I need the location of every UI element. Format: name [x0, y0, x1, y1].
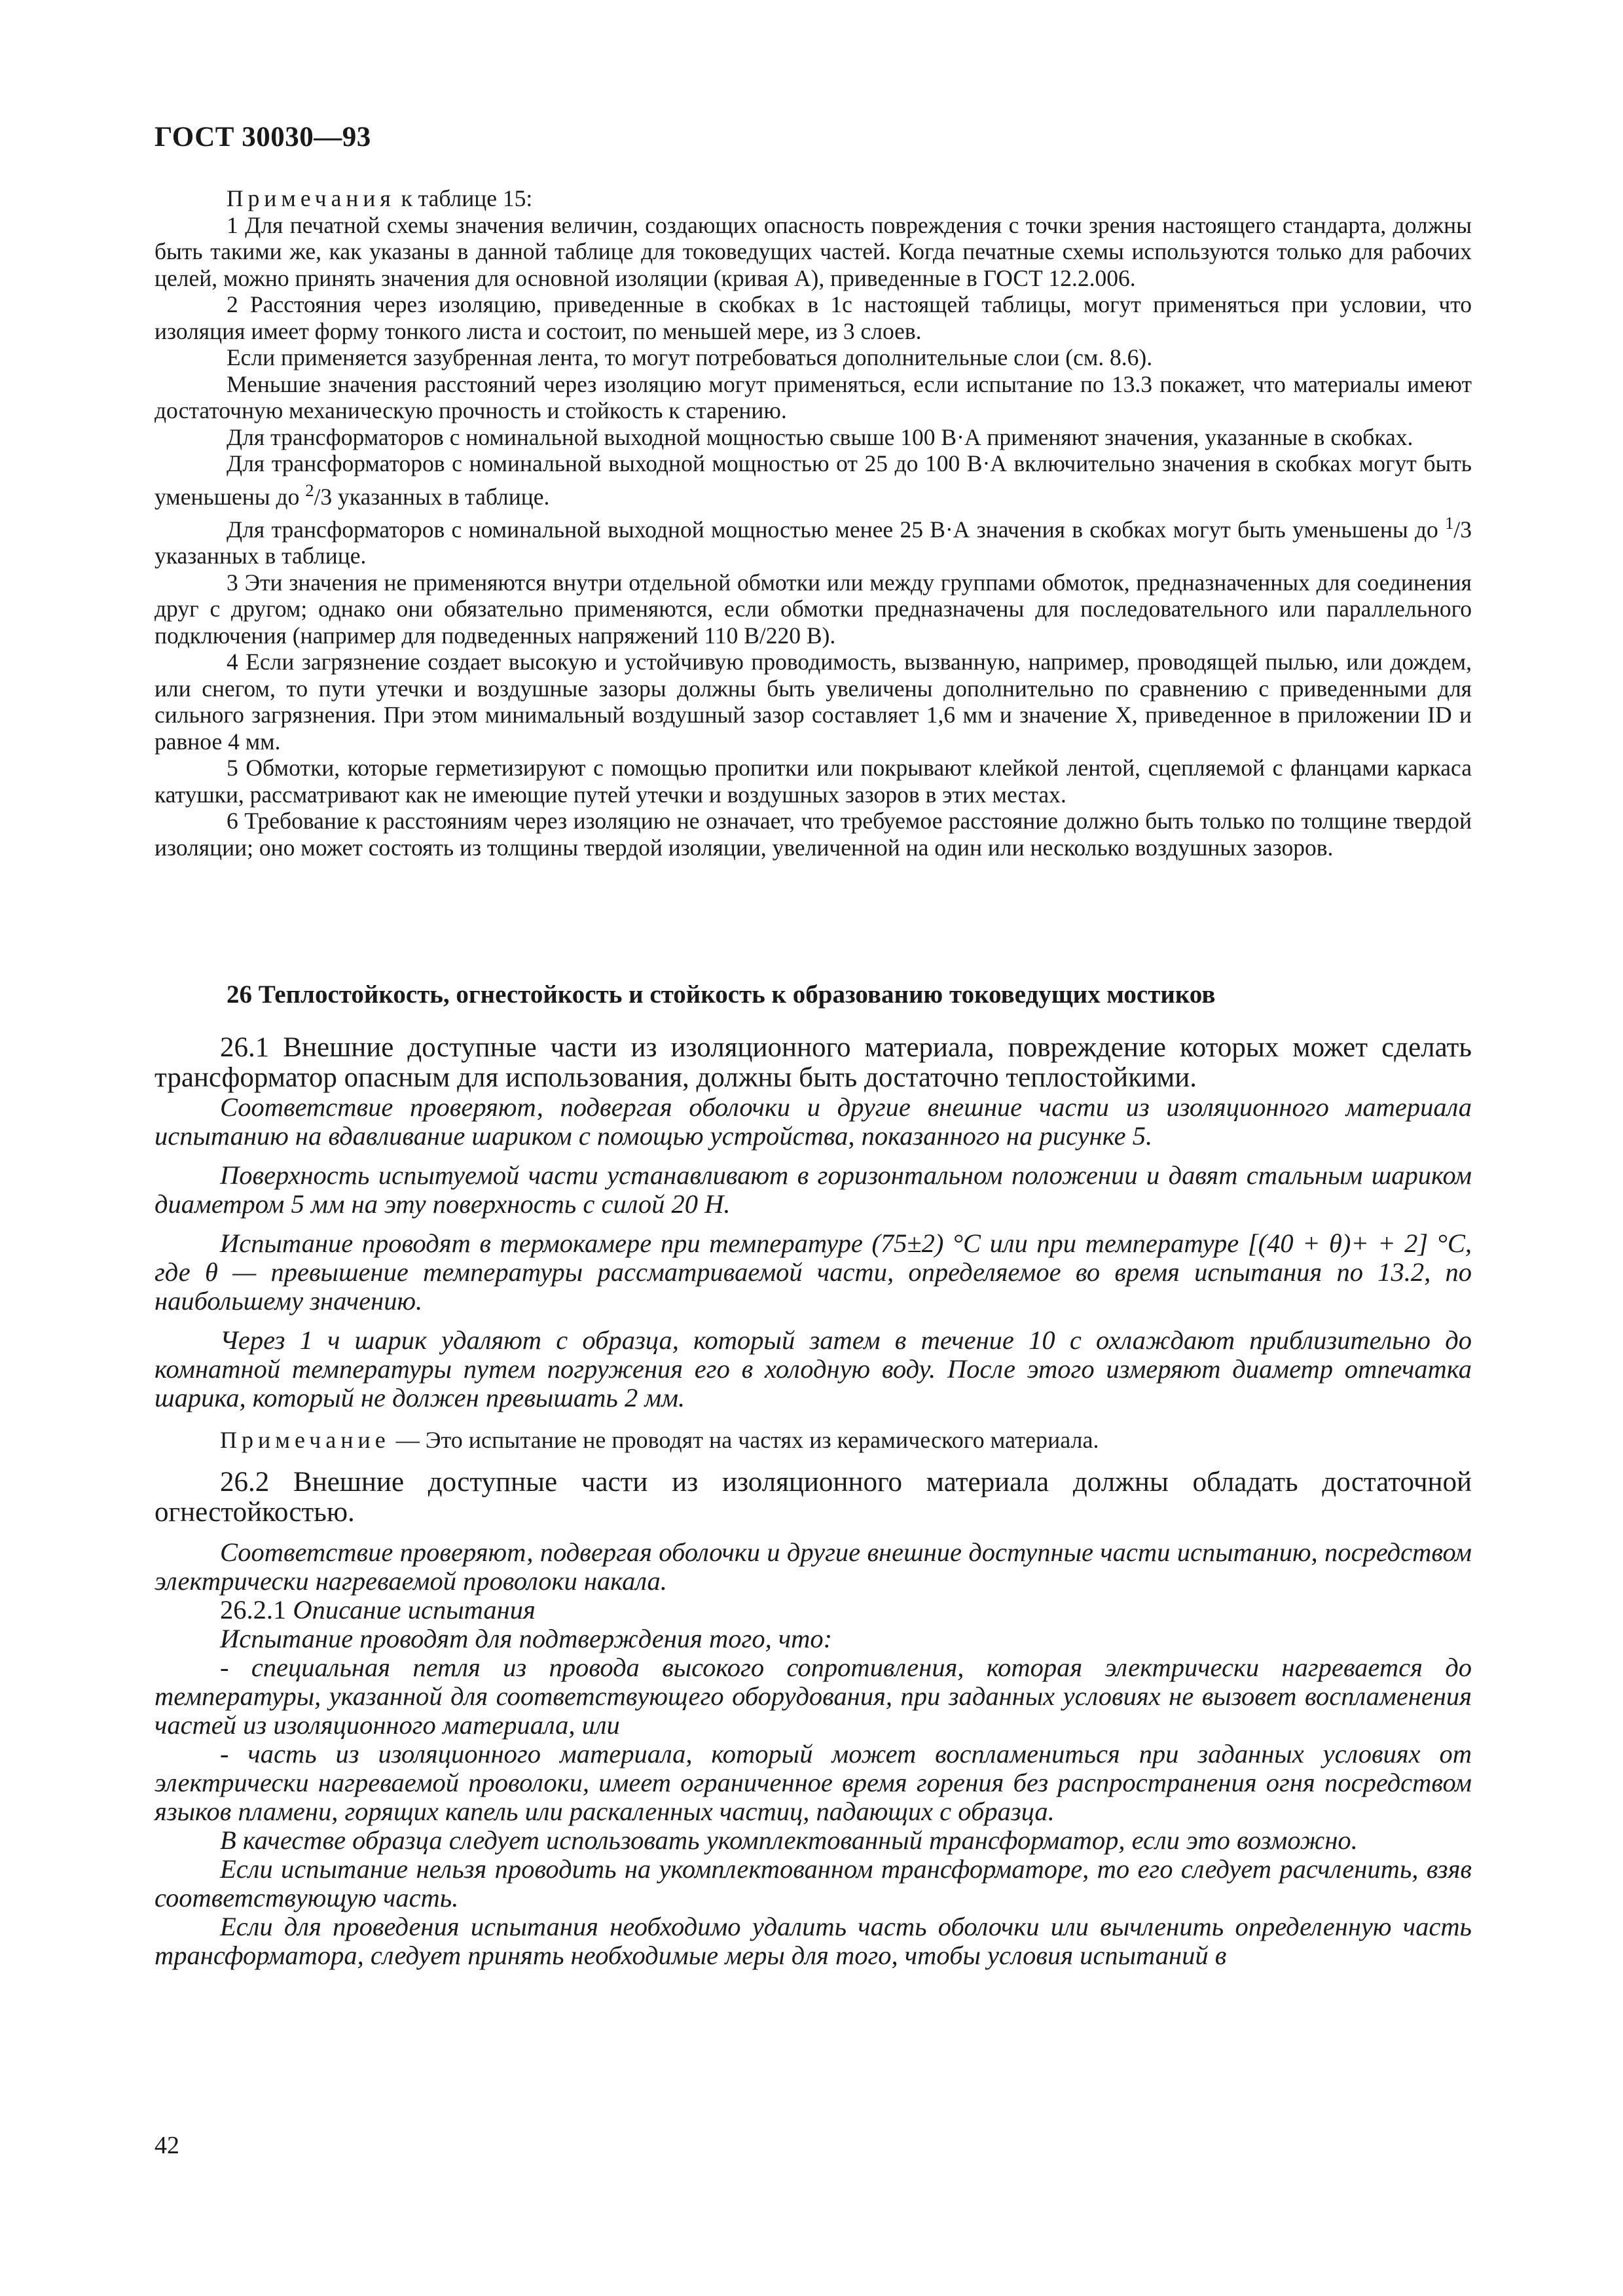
clause-26-2-compliance: Соответствие проверяют, подвергая оболочки и другие внешние доступные части испытанию, посредством электрически нагреваемой проволоки накала. — [155, 1537, 1472, 1596]
clause-26-2-1-sample: В качестве образца следует использовать укомплектованный трансформатор, если это возможно. — [220, 1825, 1358, 1855]
clause-26-2-1-enclosure: Если для проведения испытания необходимо удалить часть оболочки или вычленить определенную часть трансформатора, следует принять необходимые меры для того, чтобы условия испытаний в — [155, 1912, 1472, 1970]
clause-26-2-1-purpose: Испытание проводят для подтверждения того, что: — [220, 1624, 833, 1653]
note-2-25-100va: Для трансформаторов с номинальной выходной мощностью от 25 до 100 В·А включительно значения в скобках могут быть уменьшены до $^2$/3 указанных в таблице. — [155, 450, 1472, 510]
clause-26-1-temperature: Испытание проводят в термокамере при температуре (75±2) °С или при температуре [(40 + θ)+ + 2] °С, где θ — превышение температуры рассматриваемой части, определяемое во время испытания по 13.2, по наибольшему значению. — [155, 1229, 1472, 1316]
section-26-title: 26 Теплостойкость, огнестойкость и стойкость к образованию токоведущих мостиков — [227, 980, 1216, 1009]
note-1: 1 Для печатной схемы значения величин, создающих опасность повреждения с точки зрения настоящего стандарта, должны быть такими же, как указаны в данной таблице для токоведущих частей. Когда печатные схемы используются только для рабочих целей, можно принять значения для основной изоляции (кривая А), приведенные в ГОСТ 12.2.006. — [155, 211, 1472, 291]
notes-title: Примечания к таблице 15: — [227, 185, 533, 211]
note-6: 6 Требование к расстояниям через изоляцию не означает, что требуемое расстояние должно быть только по толщине твердой изоляции; оно может состоять из толщины твердой изоляции, увеличенной на один или несколько воздушных зазоров. — [155, 808, 1472, 861]
page-number: 42 — [155, 2132, 179, 2159]
note-2-serrated-tape: Если применяется зазубренная лента, то могут потребоваться дополнительные слои (см. 8.6). — [227, 344, 1153, 370]
note-2-over-100va: Для трансформаторов с номинальной выходной мощностью свыше 100 В·А применяют значения, указанные в скобках. — [227, 423, 1413, 450]
clause-26-1-compliance: Соответствие проверяют, подвергая оболочки и другие внешние части из изоляционного материала испытанию на вдавливание шариком с помощью устройства, показанного на рисунке 5. — [155, 1092, 1472, 1151]
note-2-smaller-distances: Меньшие значения расстояний через изоляцию могут применяться, если испытание по 13.3 покажет, что материалы имеют достаточную механическую прочность и стойкость к старению. — [155, 370, 1472, 423]
table-notes — [155, 185, 1472, 861]
clause-26-1-note: Примечание — Это испытание не проводят на частях из керамического материала. — [220, 1427, 1099, 1453]
clause-26-1-ball-pressure: Поверхность испытуемой части устанавливают в горизонтальном положении и давят стальным шариком диаметром 5 мм на эту поверхность с силой 20 Н. — [155, 1160, 1472, 1219]
clause-26-2: 26.2 Внешние доступные части из изоляционного материала должны обладать достаточной огнестойкостью. — [155, 1467, 1472, 1528]
clause-26-2-1-item-2: - часть из изоляционного материала, который может воспламениться при заданных условиях от электрически нагреваемой проволоки, имеет ограниченное время горения без распространения огня посредством языков пламени, горящих капель или раскаленных частиц, падающих с образца. — [155, 1739, 1472, 1826]
note-4: 4 Если загрязнение создает высокую и устойчивую проводимость, вызванную, например, проводящей пылью, или дождем, или снегом, то пути утечки и воздушные зазоры должны быть увеличены дополнительно по сравнению с приведенными для сильного загрязнения. При этом минимальный воздушный зазор составляет 1,6 мм и значение X, приведенное в приложении ID и равное 4 мм. — [155, 649, 1472, 755]
note-2: 2 Расстояния через изоляцию, приведенные в скобках в 1с настоящей таблицы, могут применяться при условии, что изоляция имеет форму тонкого листа и состоит, по меньшей мере, из 3 слоев. — [155, 291, 1472, 344]
clause-26-1-measurement: Через 1 ч шарик удаляют с образца, который затем в течение 10 с охлаждают приблизительно до комнатной температуры путем погружения его в холодную воду. После этого измеряют диаметр отпечатка шарика, который не должен превышать 2 мм. — [155, 1325, 1472, 1412]
section-26-body — [155, 1033, 1472, 1970]
note-3: 3 Эти значения не применяются внутри отдельной обмотки или между группами обмоток, предназначенных для соединения друг с другом; однако они обязательно применяются, если обмотки предназначены для последовательного или параллельного подключения (например для подведенных напряжений 110 В/220 В). — [155, 569, 1472, 649]
clause-26-2-1-disassemble: Если испытание нельзя проводить на укомплектованном трансформаторе, то его следует расчленить, взяв соответствующую часть. — [155, 1854, 1472, 1912]
note-5: 5 Обмотки, которые герметизируют с помощью пропитки или покрывают клейкой лентой, сцепляемой с фланцами каркаса катушки, рассматривают как не имеющие путей утечки и воздушных зазоров в этих местах. — [155, 755, 1472, 808]
clause-26-1: 26.1 Внешние доступные части из изоляционного материала, повреждение которых может сделать трансформатор опасным для использования, должны быть достаточно теплостойкими. — [155, 1032, 1472, 1093]
document-header: ГОСТ 30030—93 — [155, 122, 371, 152]
clause-26-2-1: 26.2.1 Описание испытания — [220, 1595, 536, 1624]
note-2-under-25va: Для трансформаторов с номинальной выходной мощностью менее 25 В·А значения в скобках могут быть уменьшены до $^1$/3 указанных в таблице. — [155, 512, 1472, 569]
clause-26-2-1-item-1: - специальная петля из провода высокого сопротивления, которая электрически нагревается до температуры, указанной для соответствующего оборудования, при заданных условиях не вызовет воспламенения частей из изоляционного материала, или — [155, 1653, 1472, 1740]
